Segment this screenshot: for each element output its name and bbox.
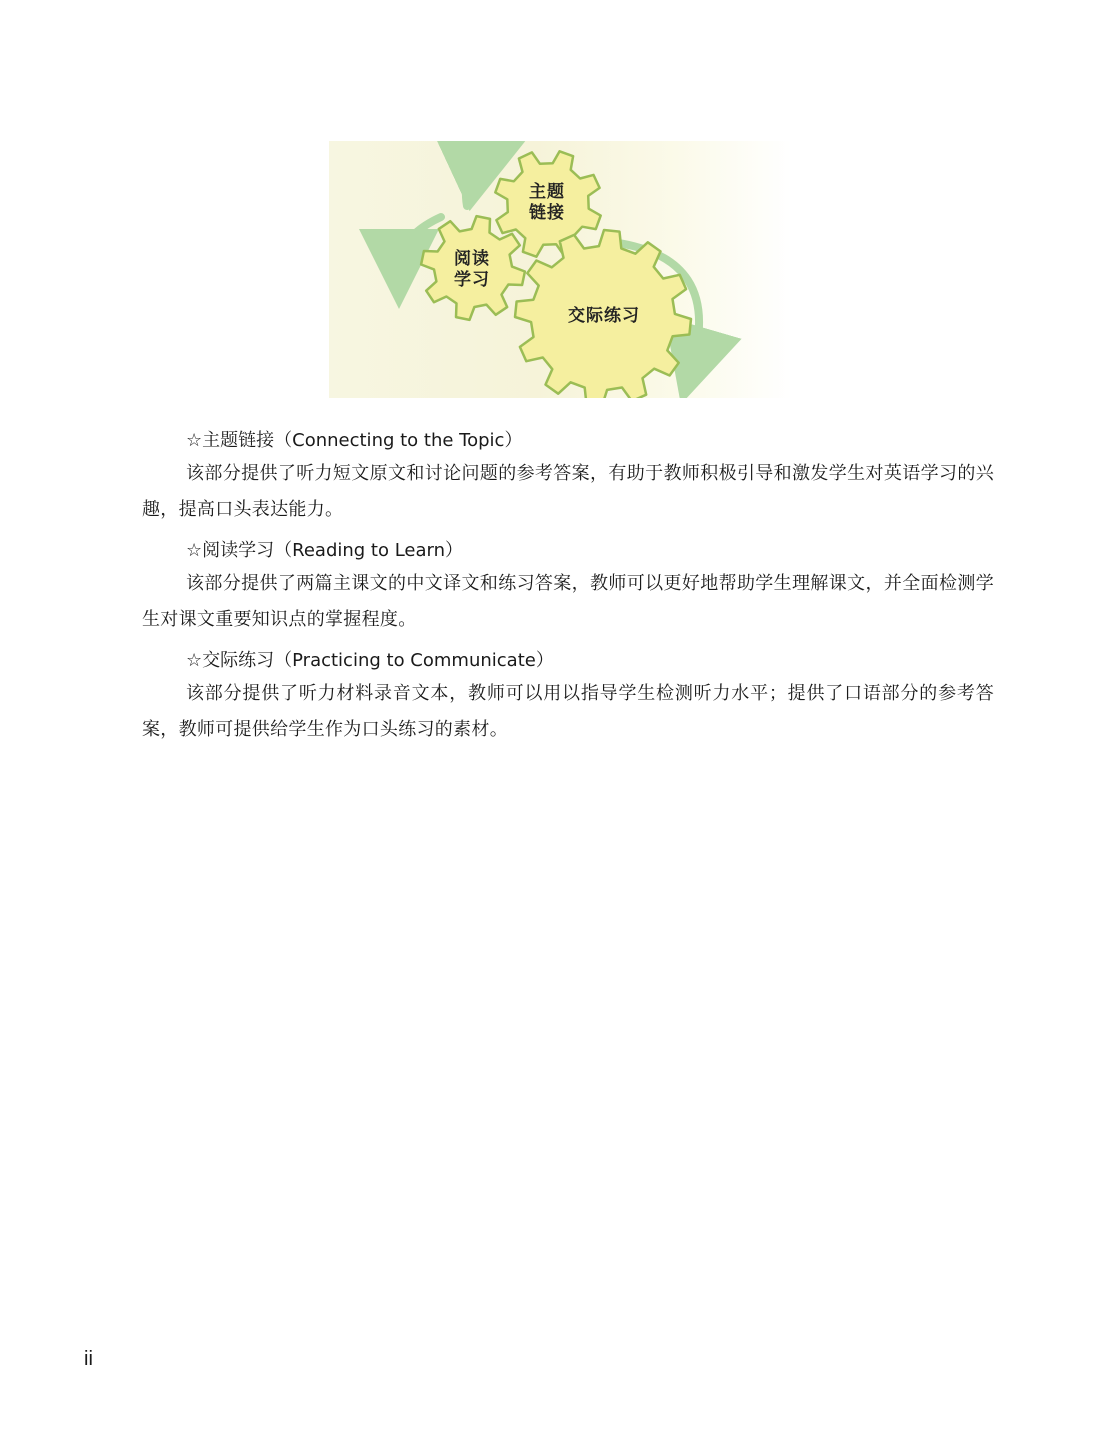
section-topic: [142, 426, 994, 528]
section-communicate: [142, 646, 994, 748]
section-reading: [142, 536, 994, 638]
arrow-top: [466, 158, 489, 206]
intro-content: [142, 426, 994, 756]
gear-label-topic-line1: 主题: [529, 182, 565, 202]
section-body: 该部分提供了两篇主课文的中文译文和练习答案，教师可以更好地帮助学生理解课文，并全面检测学生对课文重要知识点的掌握程度。: [142, 573, 994, 630]
gear-label-communicate: 交际练习: [568, 306, 640, 326]
section-body: 该部分提供了听力短文原文和讨论问题的参考答案，有助于教师积极引导和激发学生对英语学习的兴趣，提高口头表达能力。: [142, 463, 994, 520]
gear-diagram-graphic: [329, 141, 792, 398]
gear-label-topic-line2: 链接: [529, 203, 565, 223]
section-body: 该部分提供了听力材料录音文本，教师可以用以指导学生检测听力水平；提供了口语部分的参考答案，教师可提供给学生作为口头练习的素材。: [142, 683, 994, 740]
gear-label-reading: [442, 249, 502, 291]
gear-label-topic: [517, 182, 577, 224]
page-number: ii: [84, 1348, 93, 1370]
gear-label-reading-line2: 学习: [454, 270, 490, 290]
section-heading: ☆阅读学习（Reading to Learn）: [186, 540, 464, 561]
gear-label-reading-line1: 阅读: [454, 249, 490, 269]
section-heading: ☆主题链接（Connecting to the Topic）: [186, 430, 523, 451]
gear-diagram: [329, 141, 792, 398]
section-heading: ☆交际练习（Practicing to Communicate）: [186, 650, 554, 671]
